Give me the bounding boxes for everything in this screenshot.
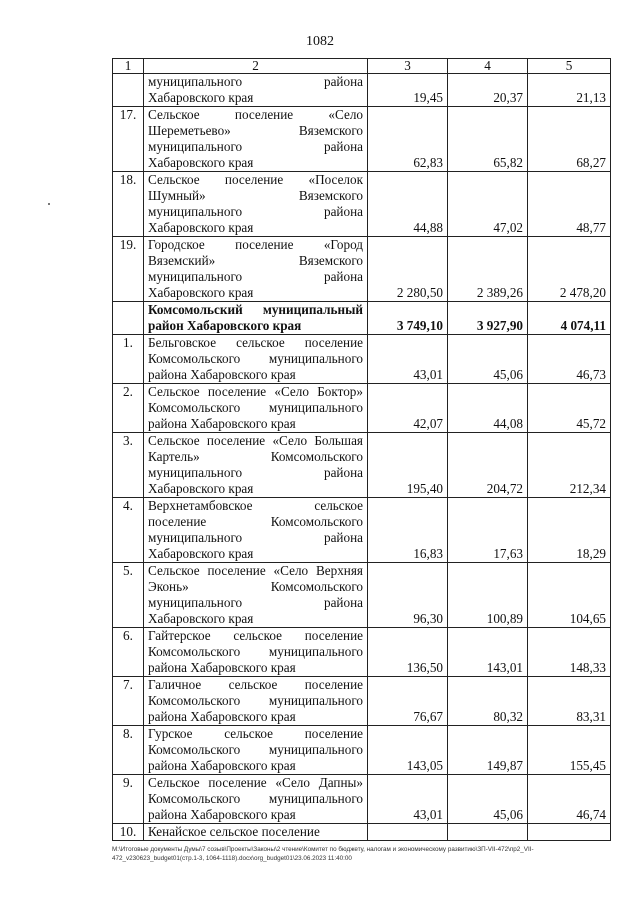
value-col-3: 2 280,50 [368, 237, 448, 302]
table-row [113, 302, 611, 335]
row-number: 3. [113, 433, 144, 498]
column-header: 5 [528, 59, 611, 74]
row-name: Сельское поселение «Село Шереметьево» Вяземского муниципального района Хабаровского края [144, 107, 368, 172]
table-row [113, 384, 611, 433]
value-col-4: 204,72 [448, 433, 528, 498]
value-col-4: 143,01 [448, 628, 528, 677]
row-number [113, 302, 144, 335]
row-number [113, 74, 144, 107]
budget-table [112, 58, 611, 841]
value-col-4: 44,08 [448, 384, 528, 433]
table-row [113, 677, 611, 726]
row-number: 2. [113, 384, 144, 433]
value-col-4: 65,82 [448, 107, 528, 172]
value-col-4 [448, 824, 528, 841]
row-name: Сельское поселение «Село Боктор» Комсомольского муниципального района Хабаровского края [144, 384, 368, 433]
value-col-5: 48,77 [528, 172, 611, 237]
value-col-5: 155,45 [528, 726, 611, 775]
row-number: 17. [113, 107, 144, 172]
value-col-5: 46,73 [528, 335, 611, 384]
value-col-4: 149,87 [448, 726, 528, 775]
table-row [113, 433, 611, 498]
value-col-5: 45,72 [528, 384, 611, 433]
row-name: Комсомольский муниципальный район Хабаровского края [144, 302, 368, 335]
row-name: муниципального района Хабаровского края [144, 74, 368, 107]
value-col-4: 47,02 [448, 172, 528, 237]
table-row [113, 563, 611, 628]
value-col-5: 212,34 [528, 433, 611, 498]
table-row [113, 628, 611, 677]
column-header: 2 [144, 59, 368, 74]
page-number: 1082 [306, 34, 334, 49]
column-header: 3 [368, 59, 448, 74]
value-col-3: 96,30 [368, 563, 448, 628]
table-header-row [113, 59, 611, 74]
value-col-4: 3 927,90 [448, 302, 528, 335]
row-name: Городское поселение «Город Вяземский» Вяземского муниципального района Хабаровского края [144, 237, 368, 302]
value-col-5: 2 478,20 [528, 237, 611, 302]
column-header: 4 [448, 59, 528, 74]
value-col-5: 148,33 [528, 628, 611, 677]
row-name: Галичное сельское поселение Комсомольского муниципального района Хабаровского края [144, 677, 368, 726]
table-row [113, 107, 611, 172]
value-col-5: 21,13 [528, 74, 611, 107]
row-name: Сельское поселение «Село Верхняя Эконь» Комсомольского муниципального района Хабаровского края [144, 563, 368, 628]
value-col-3: 195,40 [368, 433, 448, 498]
table-row [113, 726, 611, 775]
value-col-5: 18,29 [528, 498, 611, 563]
table-row [113, 335, 611, 384]
row-name: Гурское сельское поселение Комсомольского муниципального района Хабаровского края [144, 726, 368, 775]
value-col-5 [528, 824, 611, 841]
row-number: 1. [113, 335, 144, 384]
row-number: 8. [113, 726, 144, 775]
row-name: Бельговское сельское поселение Комсомольского муниципального района Хабаровского края [144, 335, 368, 384]
value-col-4: 100,89 [448, 563, 528, 628]
row-name: Сельское поселение «Село Большая Картель» Комсомольского муниципального района Хабаровского края [144, 433, 368, 498]
row-name: Кенайское сельское поселение [144, 824, 368, 841]
row-name: Сельское поселение «Поселок Шумный» Вяземского муниципального района Хабаровского края [144, 172, 368, 237]
value-col-3: 19,45 [368, 74, 448, 107]
table-row [113, 172, 611, 237]
row-number: 4. [113, 498, 144, 563]
table-row [113, 824, 611, 841]
value-col-3: 16,83 [368, 498, 448, 563]
table-row [113, 498, 611, 563]
value-col-4: 80,32 [448, 677, 528, 726]
row-number: 5. [113, 563, 144, 628]
value-col-3: 43,01 [368, 775, 448, 824]
row-name: Верхнетамбовское сельское поселение Комсомольского муниципального района Хабаровского края [144, 498, 368, 563]
value-col-4: 17,63 [448, 498, 528, 563]
value-col-4: 45,06 [448, 775, 528, 824]
value-col-3: 76,67 [368, 677, 448, 726]
footer-file-path: M:\Итоговые документы Думы\7 созыв\Проекты\Законы\2 чтение\Комитет по бюджету, налогам и экономическому развитию\ЗП-VII-472\пр2_VII-472_v230623_budget01(стр.1-3, 1064-1118).docx\org_budget01\23.06.2023 11:40:00 [112, 846, 534, 862]
value-col-4: 20,37 [448, 74, 528, 107]
value-col-5: 104,65 [528, 563, 611, 628]
value-col-3: 136,50 [368, 628, 448, 677]
table-row [113, 775, 611, 824]
value-col-3: 143,05 [368, 726, 448, 775]
row-name: Сельское поселение «Село Дапны» Комсомольского муниципального района Хабаровского края [144, 775, 368, 824]
value-col-3: 42,07 [368, 384, 448, 433]
column-header: 1 [113, 59, 144, 74]
row-number: 10. [113, 824, 144, 841]
row-number: 18. [113, 172, 144, 237]
value-col-3 [368, 824, 448, 841]
value-col-3: 43,01 [368, 335, 448, 384]
value-col-5: 83,31 [528, 677, 611, 726]
value-col-3: 44,88 [368, 172, 448, 237]
value-col-5: 4 074,11 [528, 302, 611, 335]
row-name: Гайтерское сельское поселение Комсомольского муниципального района Хабаровского края [144, 628, 368, 677]
value-col-5: 46,74 [528, 775, 611, 824]
row-number: 6. [113, 628, 144, 677]
row-number: 19. [113, 237, 144, 302]
scan-speck [48, 203, 50, 205]
value-col-4: 2 389,26 [448, 237, 528, 302]
table-row [113, 74, 611, 107]
value-col-4: 45,06 [448, 335, 528, 384]
row-number: 9. [113, 775, 144, 824]
value-col-3: 3 749,10 [368, 302, 448, 335]
table-row [113, 237, 611, 302]
value-col-3: 62,83 [368, 107, 448, 172]
row-number: 7. [113, 677, 144, 726]
value-col-5: 68,27 [528, 107, 611, 172]
